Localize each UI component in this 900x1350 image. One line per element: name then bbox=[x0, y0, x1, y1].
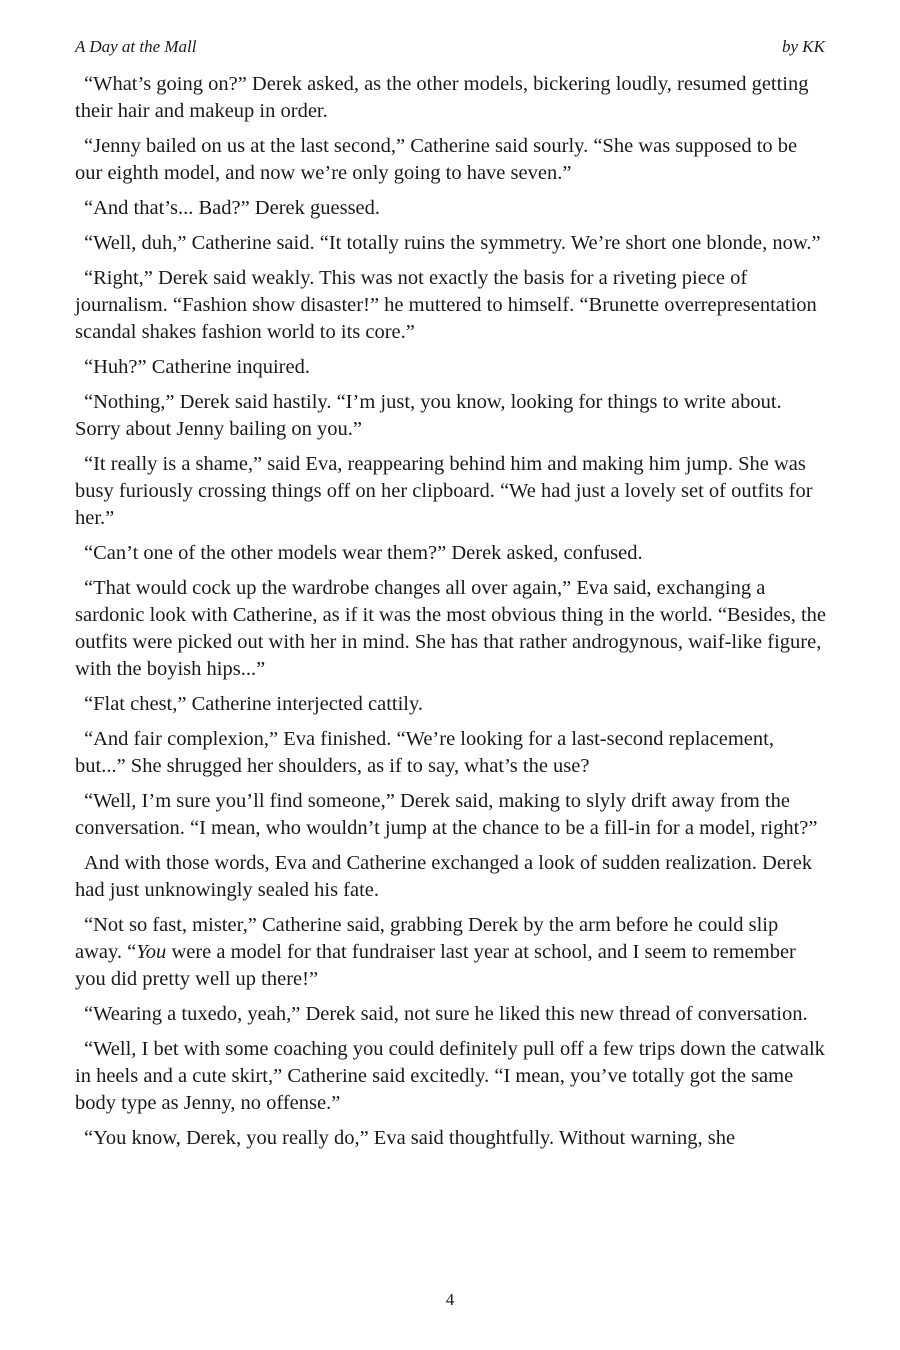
paragraph-text: were a model for that fundraiser last year at school, and I seem to remember you did pretty well up there!” bbox=[75, 941, 796, 990]
body-text bbox=[75, 71, 827, 1160]
paragraph: “Well, I bet with some coaching you could definitely pull off a few trips down the catwalk in heels and a cute skirt,” Catherine said excitedly. “I mean, you’ve totally got the same body type as Jenny, no offense.” bbox=[75, 1038, 825, 1114]
book-title: A Day at the Mall bbox=[75, 37, 197, 56]
paragraph: “It really is a shame,” said Eva, reappearing behind him and making him jump. She was busy furiously crossing things off on her clipboard. “We had just a lovely set of outfits for her.” bbox=[75, 453, 813, 529]
paragraph: “And fair complexion,” Eva finished. “We’re looking for a last-second replacement, but...” She shrugged her shoulders, as if to say, what’s the use? bbox=[75, 728, 774, 777]
author-credit: by KK bbox=[782, 37, 825, 56]
paragraph: And with those words, Eva and Catherine exchanged a look of sudden realization. Derek had just unknowingly sealed his fate. bbox=[75, 852, 813, 901]
running-header bbox=[75, 36, 825, 58]
paragraph: “Right,” Derek said weakly. This was not exactly the basis for a riveting piece of journalism. “Fashion show disaster!” he muttered to himself. “Brunette overrepresentation scandal shakes fashion world to its core.” bbox=[75, 267, 817, 343]
paragraph: “Nothing,” Derek said hastily. “I’m just, you know, looking for things to write about. Sorry about Jenny bailing on you.” bbox=[75, 391, 782, 440]
paragraph: “That would cock up the wardrobe changes all over again,” Eva said, exchanging a sardonic look with Catherine, as if it was the most obvious thing in the world. “Besides, the outfits were picked out with her in mind. She has that rather androgynous, waif-like figure, with the boyish hips...” bbox=[75, 577, 826, 680]
paragraph: “Can’t one of the other models wear them?” Derek asked, confused. bbox=[84, 542, 643, 564]
paragraph: “Well, I’m sure you’ll find someone,” Derek said, making to slyly drift away from the conversation. “I mean, who wouldn’t jump at the chance to be a fill-in for a model, right?” bbox=[75, 790, 818, 839]
paragraph-text: “Not so fast, mister,” Catherine said, grabbing Derek by the arm before he could slip away. “ bbox=[75, 914, 779, 963]
paragraph: “Wearing a tuxedo, yeah,” Derek said, not sure he liked this new thread of conversation. bbox=[84, 1003, 808, 1025]
paragraph: “What’s going on?” Derek asked, as the other models, bickering loudly, resumed getting their hair and makeup in order. bbox=[75, 73, 809, 122]
page-number: 4 bbox=[445, 1290, 455, 1309]
paragraph: “Huh?” Catherine inquired. bbox=[84, 356, 310, 378]
paragraph: “Flat chest,” Catherine interjected cattily. bbox=[84, 693, 424, 715]
paragraph: “And that’s... Bad?” Derek guessed. bbox=[84, 197, 381, 219]
page-footer bbox=[0, 1290, 900, 1310]
paragraph: “You know, Derek, you really do,” Eva said thoughtfully. Without warning, she bbox=[84, 1127, 736, 1149]
paragraph: “Well, duh,” Catherine said. “It totally ruins the symmetry. We’re short one blonde, now.” bbox=[84, 232, 821, 254]
paragraph: “Jenny bailed on us at the last second,” Catherine said sourly. “She was supposed to be our eighth model, and now we’re only going to have seven.” bbox=[75, 135, 798, 184]
emphasis-text: You bbox=[136, 941, 167, 963]
paragraph bbox=[75, 912, 827, 993]
